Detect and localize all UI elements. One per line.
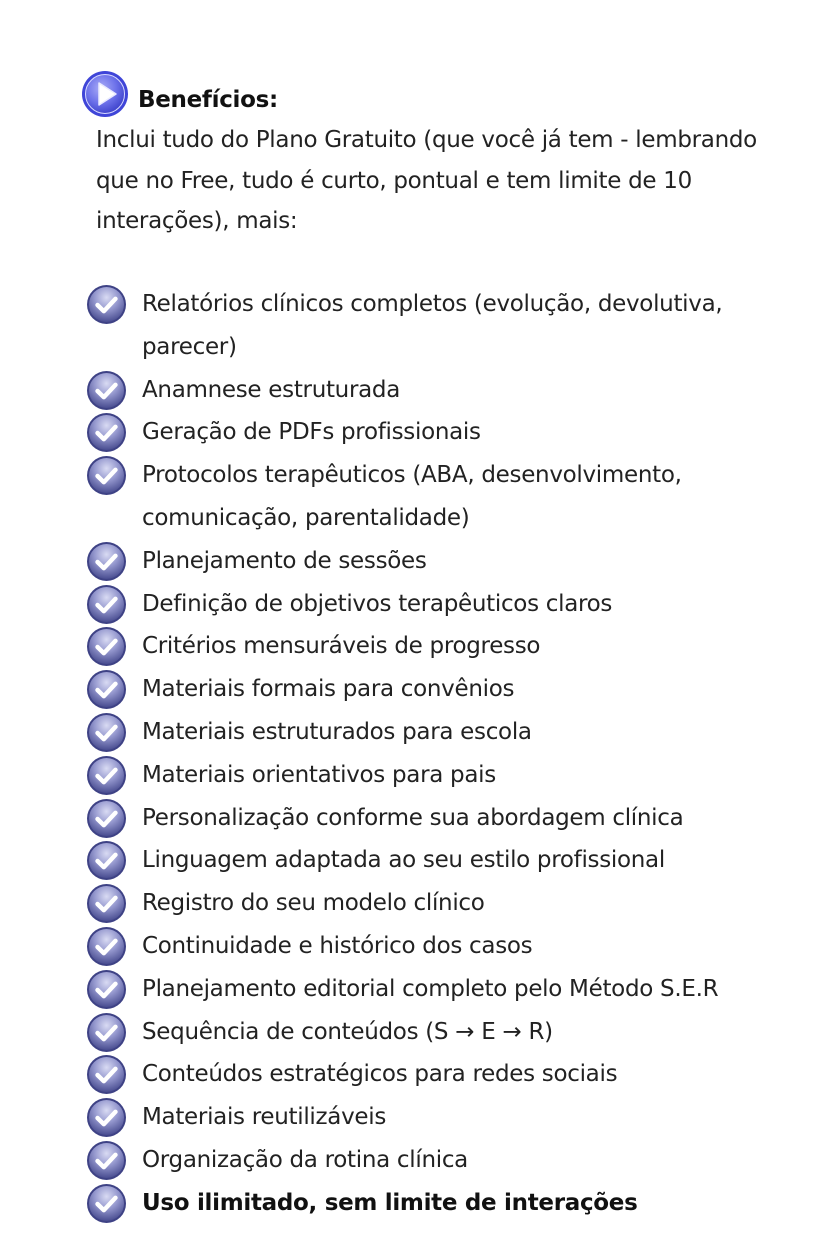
check-icon — [86, 840, 127, 881]
check-icon — [86, 626, 127, 667]
benefit-item — [0, 668, 840, 711]
benefit-label: Uso ilimitado, sem limite de interações — [142, 1189, 638, 1216]
benefit-label: Registro do seu modelo clínico — [142, 890, 485, 917]
play-icon — [81, 70, 129, 118]
benefit-label: Materiais formais para convênios — [142, 676, 515, 703]
benefit-label: Personalização conforme sua abordagem clínica — [142, 804, 684, 831]
benefit-label: Critérios mensuráveis de progresso — [142, 633, 541, 660]
check-icon — [86, 584, 127, 625]
benefit-item — [0, 283, 840, 369]
section-title: Benefícios: — [138, 87, 278, 113]
benefit-item — [0, 454, 840, 540]
check-icon — [86, 712, 127, 753]
check-icon — [86, 1183, 127, 1224]
benefit-label: Planejamento editorial completo pelo Método S.E.R — [142, 975, 719, 1002]
benefit-label: Materiais estruturados para escola — [142, 718, 532, 745]
check-icon — [86, 1140, 127, 1181]
benefit-item — [0, 1096, 840, 1139]
check-icon — [86, 926, 127, 967]
benefit-item — [0, 625, 840, 668]
benefit-label: Sequência de conteúdos (S → E → R) — [142, 1018, 553, 1045]
check-icon — [86, 969, 127, 1010]
check-icon — [86, 541, 127, 582]
check-icon — [86, 370, 127, 411]
check-icon — [86, 455, 127, 496]
check-icon — [86, 1012, 127, 1053]
benefit-item — [0, 925, 840, 968]
benefit-item — [0, 411, 840, 454]
benefit-label: Anamnese estruturada — [142, 376, 401, 403]
benefit-label: Continuidade e histórico dos casos — [142, 932, 533, 959]
check-icon — [86, 1054, 127, 1095]
benefit-item — [0, 882, 840, 925]
benefit-label: Materiais orientativos para pais — [142, 761, 496, 788]
benefit-label: Linguagem adaptada ao seu estilo profissional — [142, 847, 665, 874]
benefit-label: Materiais reutilizáveis — [142, 1104, 387, 1131]
check-icon — [86, 669, 127, 710]
benefit-item — [0, 968, 840, 1011]
check-icon — [86, 883, 127, 924]
benefit-item — [0, 583, 840, 626]
benefit-label: Geração de PDFs profissionais — [142, 419, 481, 446]
benefit-label: Conteúdos estratégicos para redes sociais — [142, 1061, 618, 1088]
benefit-label: Organização da rotina clínica — [142, 1146, 468, 1173]
benefit-item — [0, 1011, 840, 1054]
benefit-label: Protocolos terapêuticos (ABA, desenvolvimento, comunicação, parentalidade) — [142, 462, 682, 531]
intro-paragraph: Inclui tudo do Plano Gratuito (que você já tem - lembrando que no Free, tudo é curto, pontual e tem limite de 10 interações), mais: — [96, 127, 757, 235]
check-icon — [86, 755, 127, 796]
benefit-item — [0, 540, 840, 583]
check-icon — [86, 412, 127, 453]
benefit-item — [0, 1139, 840, 1182]
benefit-item — [0, 1182, 840, 1225]
benefit-item — [0, 1053, 840, 1096]
benefit-label: Planejamento de sessões — [142, 547, 427, 574]
benefit-item — [0, 839, 840, 882]
benefit-list — [0, 283, 840, 1225]
benefit-item — [0, 369, 840, 412]
check-icon — [86, 284, 127, 325]
benefit-label: Relatórios clínicos completos (evolução, devolutiva, parecer) — [142, 291, 723, 360]
check-icon — [86, 798, 127, 839]
benefit-item — [0, 797, 840, 840]
benefit-item — [0, 711, 840, 754]
benefit-label: Definição de objetivos terapêuticos claros — [142, 590, 613, 617]
benefit-item — [0, 754, 840, 797]
check-icon — [86, 1097, 127, 1138]
